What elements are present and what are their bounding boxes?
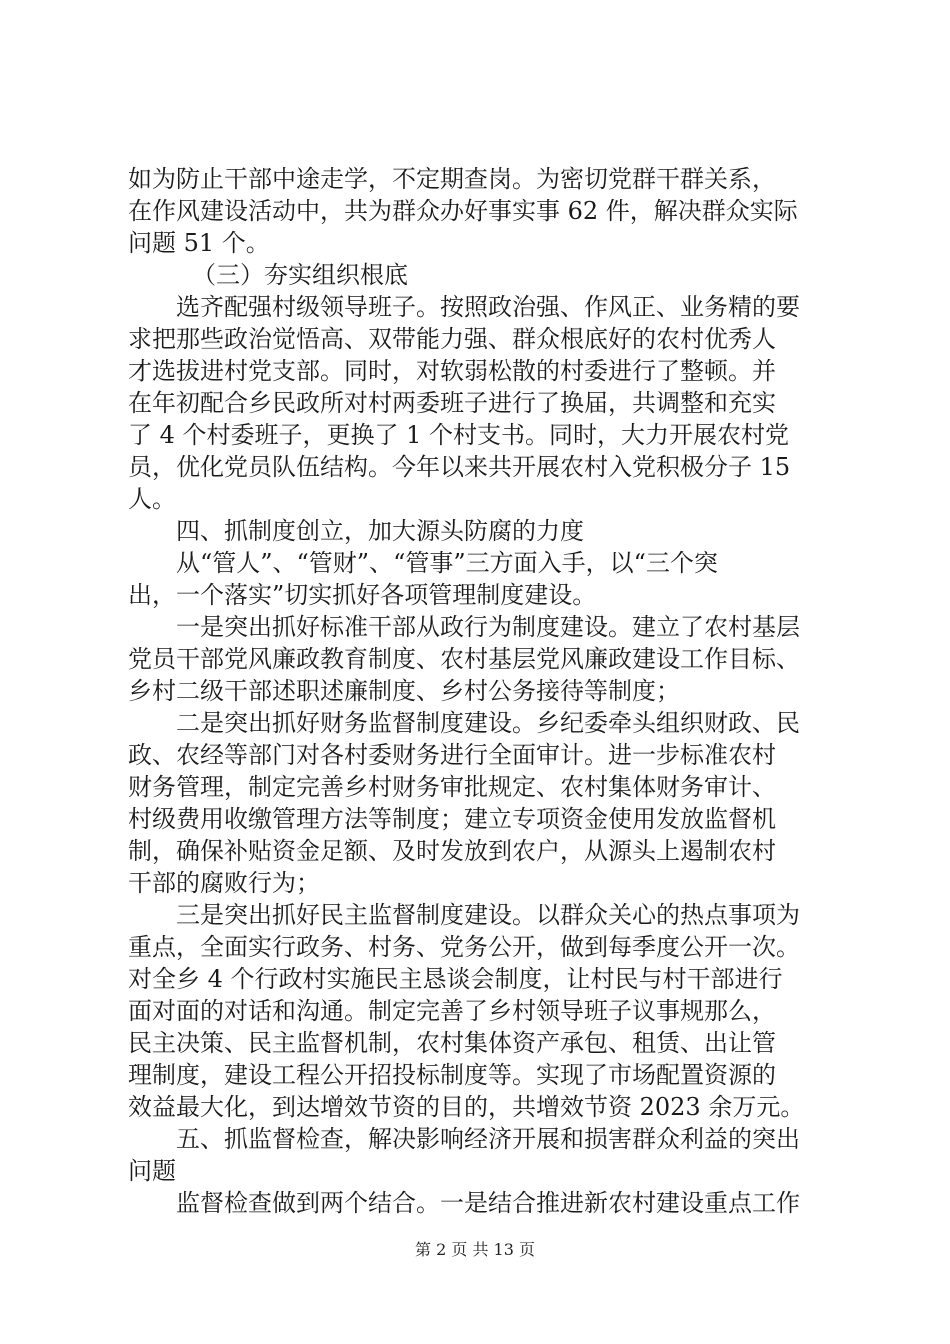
text-line: 在年初配合乡民政所对村两委班子进行了换届，共调整和充实 <box>128 389 776 417</box>
text-line: 对全乡 4 个行政村实施民主恳谈会制度，让村民与村干部进行 <box>128 965 783 993</box>
text-line: 政、农经等部门对各村委财务进行全面审计。进一步标准农村 <box>128 741 776 769</box>
text-line: 从“管人”、“管财”、“管事”三方面入手，以“三个突 <box>176 549 718 577</box>
text-line: 选齐配强村级领导班子。按照政治强、作风正、业务精的要 <box>176 293 800 321</box>
text-line: 如为防止干部中途走学，不定期查岗。为密切党群干群关系， <box>128 165 776 193</box>
text-line: 党员干部党风廉政教育制度、农村基层党风廉政建设工作目标、 <box>128 645 800 673</box>
text-line: 制，确保补贴资金足额、及时发放到农户，从源头上遏制农村 <box>128 837 776 865</box>
text-line: 五、抓监督检查，解决影响经济开展和损害群众利益的突出 <box>176 1125 800 1153</box>
text-line: 三是突出抓好民主监督制度建设。以群众关心的热点事项为 <box>176 901 800 929</box>
page-footer: 第 2 页 共 13 页 <box>415 1240 535 1259</box>
text-line: 民主决策、民主监督机制，农村集体资产承包、租赁、出让管 <box>128 1029 776 1057</box>
document-body <box>128 163 843 1219</box>
text-line: 理制度，建设工程公开招投标制度等。实现了市场配置资源的 <box>128 1061 776 1089</box>
text-line: 问题 51 个。 <box>128 229 270 257</box>
text-line: 面对面的对话和沟通。制定完善了乡村领导班子议事规那么， <box>128 997 776 1025</box>
text-line: 监督检查做到两个结合。一是结合推进新农村建设重点工作 <box>176 1189 800 1217</box>
text-line: 才选拔进村党支部。同时，对软弱松散的村委进行了整顿。并 <box>128 357 776 385</box>
text-line: 一是突出抓好标准干部从政行为制度建设。建立了农村基层 <box>176 613 800 641</box>
text-line: 员，优化党员队伍结构。今年以来共开展农村入党积极分子 15 <box>128 453 791 481</box>
text-line: 四、抓制度创立，加大源头防腐的力度 <box>176 517 584 545</box>
text-line: 效益最大化，到达增效节资的目的，共增效节资 2023 余万元。 <box>128 1093 805 1121</box>
text-line: 人。 <box>128 485 176 513</box>
text-line: 重点，全面实行政务、村务、党务公开，做到每季度公开一次。 <box>128 933 800 961</box>
text-line: 问题 <box>128 1157 176 1185</box>
text-line: 求把那些政治觉悟高、双带能力强、群众根底好的农村优秀人 <box>128 325 776 353</box>
text-line: 村级费用收缴管理方法等制度；建立专项资金使用发放监督机 <box>128 805 776 833</box>
text-line: 干部的腐败行为； <box>128 869 320 897</box>
text-line: （三）夯实组织根底 <box>192 261 408 289</box>
text-line: 出，一个落实”切实抓好各项管理制度建设。 <box>128 581 597 609</box>
text-line: 了 4 个村委班子，更换了 1 个村支书。同时，大力开展农村党 <box>128 421 790 449</box>
text-line: 在作风建设活动中，共为群众办好事实事 62 件，解决群众实际 <box>128 197 798 225</box>
text-line: 乡村二级干部述职述廉制度、乡村公务接待等制度； <box>128 677 680 705</box>
text-line: 财务管理，制定完善乡村财务审批规定、农村集体财务审计、 <box>128 773 776 801</box>
text-line: 二是突出抓好财务监督制度建设。乡纪委牵头组织财政、民 <box>176 709 800 737</box>
